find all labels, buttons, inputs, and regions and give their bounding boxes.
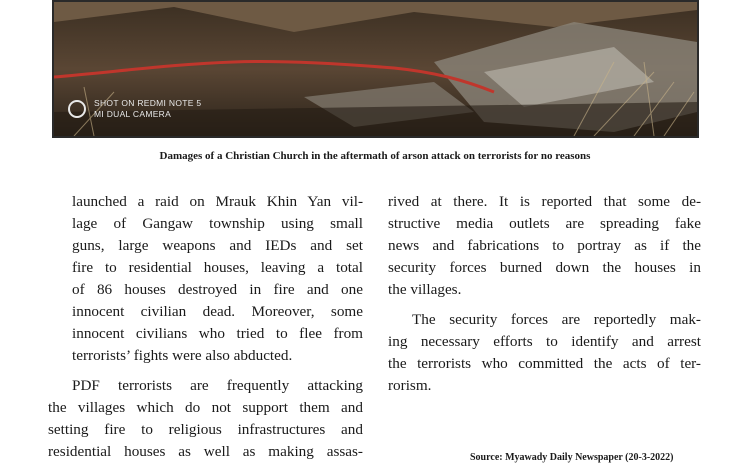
text-line: launched a raid on Mrauk Khin Yan vil-: [72, 193, 363, 210]
text-line: setting fire to religious infrastructures and: [48, 421, 363, 438]
watermark-line-2: MI DUAL CAMERA: [94, 109, 172, 119]
watermark-line-1: SHOT ON REDMI NOTE 5: [94, 98, 202, 108]
text-line: security forces burned down the houses in: [388, 259, 701, 276]
watermark-circle-icon: [68, 100, 86, 118]
text-line: of 86 houses destroyed in fire and one: [72, 281, 363, 298]
text-line: news and fabrications to portray as if the: [388, 237, 701, 254]
source-citation: Source: Myawady Daily Newspaper (20-3-2022): [470, 452, 674, 463]
text-line: the villages which do not support them and: [48, 399, 363, 416]
left-column: [48, 191, 363, 471]
right-column: [388, 191, 701, 405]
camera-watermark: [68, 98, 201, 120]
text-line: guns, large weapons and IEDs and set: [72, 237, 363, 254]
text-line: the villages.: [388, 281, 462, 298]
right-paragraph-2: [388, 309, 701, 397]
text-line: fire to residential houses, leaving a total: [72, 259, 363, 276]
text-line: rorism.: [388, 377, 432, 394]
damaged-church-photo: [52, 0, 699, 138]
text-line: terrorists’ fights were also abducted.: [72, 347, 293, 364]
text-line: innocent civilians who tried to flee from: [72, 325, 363, 342]
text-line: ing necessary efforts to identify and arrest: [388, 333, 701, 350]
text-line: innocent civilian dead. Moreover, some: [72, 303, 363, 320]
text-line: the terrorists who committed the acts of ter-: [388, 355, 701, 372]
text-line: residential houses as well as making assas-: [48, 443, 363, 460]
text-line: structive media outlets are spreading fake: [388, 215, 701, 232]
text-line: The security forces are reportedly mak-: [412, 311, 701, 328]
left-paragraph-2: [48, 375, 363, 463]
text-line: PDF terrorists are frequently attacking: [72, 377, 363, 394]
right-paragraph-1: [388, 191, 701, 301]
text-line: lage of Gangaw township using small: [72, 215, 363, 232]
left-paragraph-1: [48, 191, 363, 367]
text-line: rived at there. It is reported that some de-: [388, 193, 701, 210]
photo-caption: Damages of a Christian Church in the aftermath of arson attack on terrorists for no reasons: [159, 150, 591, 162]
